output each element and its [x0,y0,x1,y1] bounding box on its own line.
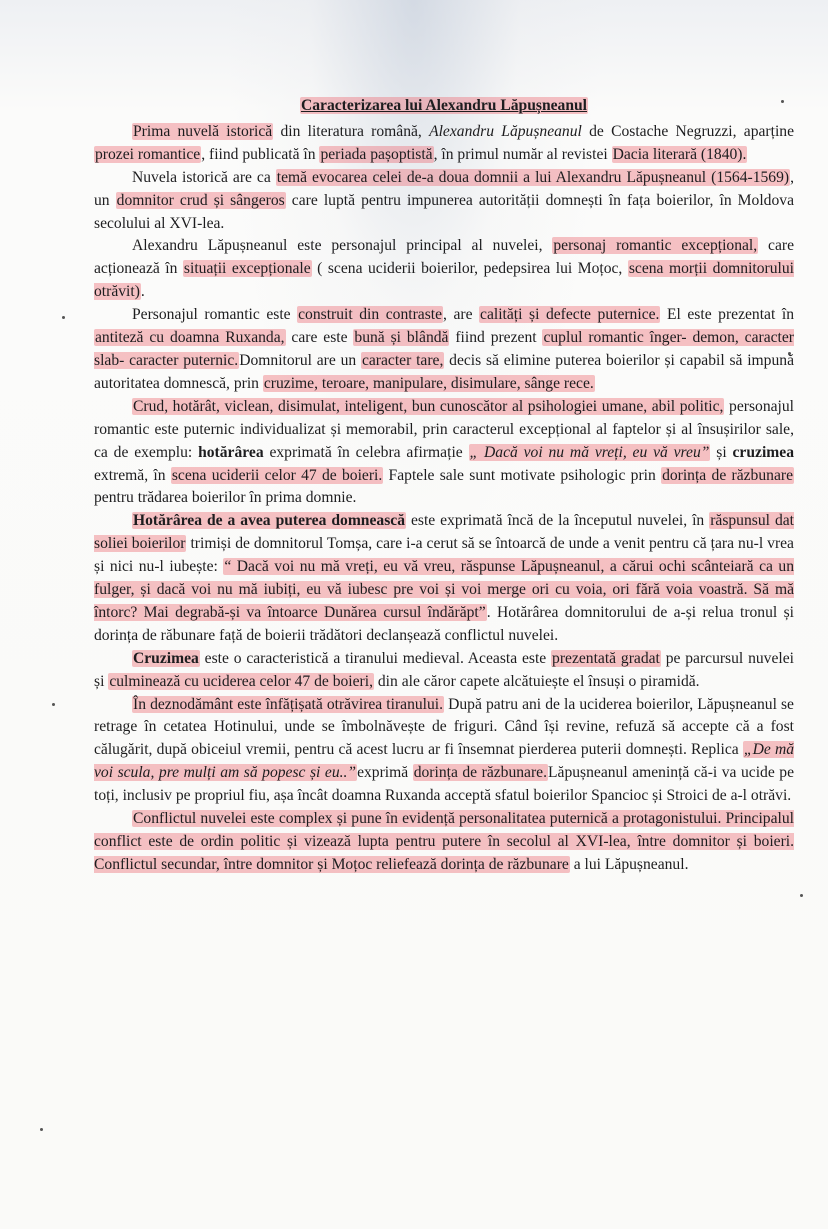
paragraph [94,510,794,647]
text-run: , are [443,306,480,324]
text-run: . [140,283,145,301]
text-run: decis să elimine puterea boierilor și capabil să impună autoritatea domnescă, prin [94,351,794,392]
text-run: pentru trădarea boierilor în prima domnie. [94,489,357,507]
highlighted-text: Cruzimea [133,649,199,667]
highlighted-text: cruzime, teroare, manipulare, disimulare, sânge rece. [263,374,594,392]
highlighted-text: personaj romantic excepțional, [553,237,758,255]
text-run: , un [94,168,794,209]
text-run: pe parcursul nuvelei și [94,649,794,690]
highlighted-text: În deznodământ este înfățișată otrăvirea tiranului. [133,695,444,713]
highlighted-text: prozei romantice [95,145,201,163]
highlighted-text: dorința de răzbunare [662,466,793,484]
text-run: Faptele sale sunt motivate psihologic prin [383,466,662,484]
text-run: . Hotărârea domnitorului de a-și relua tronul și dorința de răbunare față de boierii trădători declanșează conflictul nuvelei. [94,603,794,644]
highlighted-text: situații excepționale [183,260,311,278]
text-run: este exprimată încă de la începutul nuvelei, în [406,512,710,530]
highlighted-text: antiteză cu doamna Ruxanda, [95,329,285,347]
text-run: , în primul număr al revistei [433,145,612,163]
text-run: și [710,443,733,461]
italic-text: Alexandru Lăpușneanul [429,122,582,140]
text-run: este o caracteristică a tiranului medieval. Aceasta este [199,649,552,667]
scan-speck [800,894,803,897]
highlighted-text: prezentată gradat [552,649,660,667]
text-run: Alexandru Lăpușneanul este personajul principal al nuvelei, [132,237,553,255]
text-run: care este [285,329,354,347]
highlighted-text: „De mă voi scula, pre mulți am să popesc și eu..” [94,741,795,782]
highlighted-text: scena morții domnitorului otrăvit) [94,260,795,301]
document-title-text: Caracterizarea lui Alexandru Lăpușneanul [300,97,588,114]
paragraph [94,167,794,236]
highlighted-text: Conflictul nuvelei este complex și pune în evidență personalitatea puternică a protagonistului. Principalul conflict este de ordin politic și vizează lupta pentru putere în secolul al XVI-lea, între domnitor și boieri. Conflictul secundar, între domnitor și Moțoc reliefează dorința de răzbunare [94,810,794,873]
highlighted-text: Dacia literară (1840). [612,145,747,163]
text-run: exprimă [357,764,413,782]
text-run: După patru ani de la uciderea boierilor, Lăpușneanul se retrage în cetatea Hotinului, unde se îmbolnăvește de friguri. Când își revine, refuză să accepte că a fost călugărit, după obiceiul vremii, pentru că acest lucru ar fi însemnat pierderea puterii domnești. Replica [94,695,794,759]
text-run: din literatura română, [273,122,430,140]
text-run: ( scena uciderii boierilor, pedepsirea lui Moțoc, [311,260,628,278]
paragraph [94,235,794,304]
text-run: exprimată în celebra afirmație [263,443,469,461]
paragraph [94,648,794,694]
text-run: Personajul romantic este [132,306,298,324]
text-run: Domnitorul are un [239,351,361,369]
highlighted-text: răspunsul dat soliei boierilor [94,512,794,553]
text-run: din ale căror capete alcătuiește el însuși o piramidă. [373,672,700,690]
highlighted-text: caracter tare, [361,351,444,369]
document-title [94,95,794,118]
text-run: a lui Lăpușneanul. [569,855,689,873]
highlighted-text: “ Dacă voi nu mă vreți, eu vă vreu, răspunse Lăpușneanul, a cărui ochi scânteiară ca un fulger, și dacă voi nu mă iubiți, eu vă iubesc pre voi și voi merge ori cu voia, ori fără voia voastră. Să mă întorc? Mai degrabă-și va întoarce Dunărea cursul îndărăpt” [94,558,795,621]
text-run: fiind prezent [449,329,543,347]
paragraph [94,121,794,167]
highlighted-text: scena uciderii celor 47 de boieri. [171,466,383,484]
text-run: de Costache Negruzzi, aparține [581,122,794,140]
text-run: Nuvela istorică are ca [132,168,276,186]
highlighted-text: calități și defecte puternice. [480,306,660,324]
document-body [94,95,794,877]
text-run: Lăpușneanul amenință că-i va ucide pe toți, inclusiv pe propriul fiu, așa încât doamna Ruxanda acceptă sfatul boierilor Spancioc și Stroici de a-l otrăvi. [94,764,794,805]
bold-text: hotărârea [198,443,264,461]
text-run: care acționează în [94,237,794,278]
highlighted-text: domnitor crud și sângeros [116,191,285,209]
highlighted-text: temă evocarea celei de-a doua domnii a lui Alexandru Lăpușneanul (1564-1569) [276,168,790,186]
text-run: trimiși de domnitorul Tomșa, care i-a cerut să se întoarcă de unde a venit pentru că țara nu-l vrea și nici nu-l iubește: [94,535,794,576]
paragraph [94,808,794,877]
scan-speck [40,1128,43,1131]
highlighted-text: dorința de răzbunare. [413,764,547,782]
highlighted-text: „ Dacă voi nu mă vreți, eu vă vreu” [469,443,710,461]
highlighted-text: periada pașoptistă [320,145,433,163]
paragraph [94,396,794,511]
highlighted-text: construit din contraste [298,306,443,324]
highlighted-text: Prima nuvelă istorică [133,122,273,140]
scan-speck [52,703,55,706]
highlighted-text: Crud, hotărât, viclean, disimulat, inteligent, bun cunoscător al psihologiei umane, abil politic, [133,397,724,415]
highlighted-text: culminează cu uciderea celor 47 de boieri, [109,672,373,690]
bold-text: cruzimea [732,443,794,461]
text-run: care luptă pentru impunerea autorității domnești în fața boierilor, în Moldova secolului al XVI-lea. [94,191,794,232]
paragraph [94,304,794,396]
highlighted-text: Hotărârea de a avea puterea domnească [133,512,405,530]
text-run: personajul romantic este puternic individualizat și memorabil, prin caracterul excepțional al faptelor și al însușirilor sale, ca de exemplu: [94,397,794,461]
paragraph [94,694,794,809]
text-run: , fiind publicată în [201,145,320,163]
text-run: El este prezentat în [660,306,794,324]
text-run: extremă, în [94,466,171,484]
scan-speck [62,316,65,319]
highlighted-text: cuplul romantic înger- demon, caracter slab- caracter puternic. [94,329,794,369]
highlighted-text: bună și blândă [354,329,449,347]
